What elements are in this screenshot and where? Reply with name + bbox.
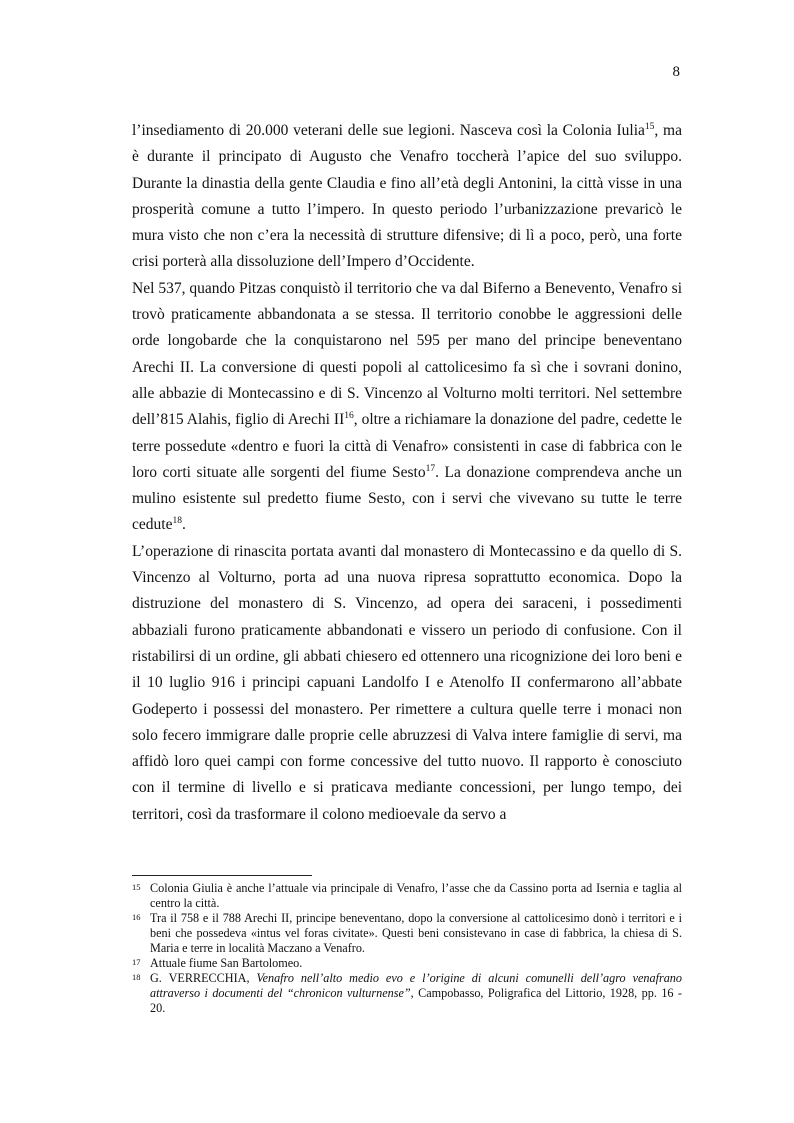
footnote-text: Attuale fiume San Bartolomeo. <box>150 956 303 970</box>
text-run: , oltre a richiamare la donazione del padre, cedette le terre possedute «dentro e fuori la città di Venafro» consistenti in case di fabbrica con le loro corti situate alle sorgenti del fiume Sesto <box>132 411 682 481</box>
citation-details: Campobasso, Poligrafica del Littorio, 1928, pp. 16 - 20. <box>150 986 682 1015</box>
footnote-16 <box>132 911 682 956</box>
page-number: 8 <box>672 64 680 80</box>
text-run: . La donazione comprendeva anche un mulino esistente sul predetto fiume Sesto, con i servi che vivevano su tutte le terre cedute <box>132 463 682 534</box>
footnote-number: 18 <box>132 972 141 982</box>
footnote-separator <box>132 875 312 876</box>
footnote-text: Tra il 758 e il 788 Arechi II, principe beneventano, dopo la conversione al cattolicesimo donò i territori e i beni che possedeva «intus vel foras civitate». Questi beni consistevano in case di fabbrica, la chiesa di S. Maria e terre in località Maczano a Venafro. <box>150 911 682 955</box>
footnote-number: 15 <box>132 882 141 892</box>
text-run: . <box>181 516 186 534</box>
text-run: , ma è durante il principato di Augusto che Venafro toccherà l’apice del suo sviluppo. Durante la dinastia della gente Claudia e fino all’età degli Antonini, la città visse in una prosperità comune a tutto l’impero. In questo periodo l’urbanizzazione prevaricò le mura visto che non c’era la necessità di strutture difensive; di lì a poco, però, una forte crisi porterà alla dissoluzione dell’Impero d’Occidente. <box>132 122 682 271</box>
footnote-number: 17 <box>132 957 141 967</box>
text-run: L’operazione di rinascita portata avanti dal monastero di Montecassino e da quello di S. Vincenzo al Volturno, porta ad una nuova ripresa soprattutto economica. Dopo la distruzione del monastero di S. Vincenzo, ad opera dei saraceni, i possedimenti abbaziali furono praticamente abbandonati e vissero un periodo di confusione. Con il ristabilirsi di un ordine, gli abbati chiesero ed ottennero una ricognizione dei loro beni e il 10 luglio 916 i principi capuani Landolfo I e Atenolfo II confermarono all’abbate Godeperto i possessi del monastero. Per rimettere a cultura quelle terre i monaci non solo fecero immigrare dalle proprie celle abruzzesi di Valva intere famiglie di servi, ma affidò loro quei campi con forme concessive del tutto nuovo. Il rapporto è conosciuto con il termine di livello e si praticava mediante concessioni, per lungo tempo, dei territori, così da trasformare il colono medioevale da servo a <box>132 542 682 823</box>
footnote-15 <box>132 881 682 911</box>
footnote-ref-15[interactable]: 15 <box>644 122 655 132</box>
citation-author: G. VERRECCHIA, <box>150 971 257 985</box>
citation-title: Venafro nell’alto medio evo e l’origine di alcuni comunelli dell’agro venafrano attraverso i documenti del “chronicon vulturnense”, <box>150 971 682 1000</box>
footnote-ref-16[interactable]: 16 <box>344 411 354 422</box>
footnote-17 <box>132 956 682 971</box>
footnote-ref-18[interactable]: 18 <box>172 516 182 527</box>
footnote-text <box>150 971 682 1016</box>
text-run: l’insediamento di 20.000 veterani delle sue legioni. Nasceva così la Colonia Iulia <box>132 122 645 139</box>
body-text <box>132 118 682 828</box>
footnote-18 <box>132 971 682 1016</box>
footnote-number: 16 <box>132 912 141 922</box>
paragraph-2 <box>132 276 682 539</box>
text-run: Nel 537, quando Pitzas conquistò il territorio che va dal Biferno a Benevento, Venafro si trovò praticamente abbandonata a se stessa. Il territorio conobbe le aggressioni delle orde longobarde che la conquistarono nel 595 per mano del principe beneventano Arechi II. La conversione di questi popoli al cattolicesimo fa sì che i sovrani donino, alle abbazie di Montecassino e di S. Vincenzo al Volturno molti territori. Nel settembre dell’815 Alahis, figlio di Arechi II <box>132 279 682 429</box>
footnotes <box>132 881 682 1016</box>
paragraph-1 <box>132 118 682 276</box>
paragraph-3 <box>132 539 682 828</box>
footnote-ref-17[interactable]: 17 <box>425 463 436 474</box>
footnote-text: Colonia Giulia è anche l’attuale via principale di Venafro, l’asse che da Cassino porta ad Isernia e taglia al centro la città. <box>150 881 682 910</box>
